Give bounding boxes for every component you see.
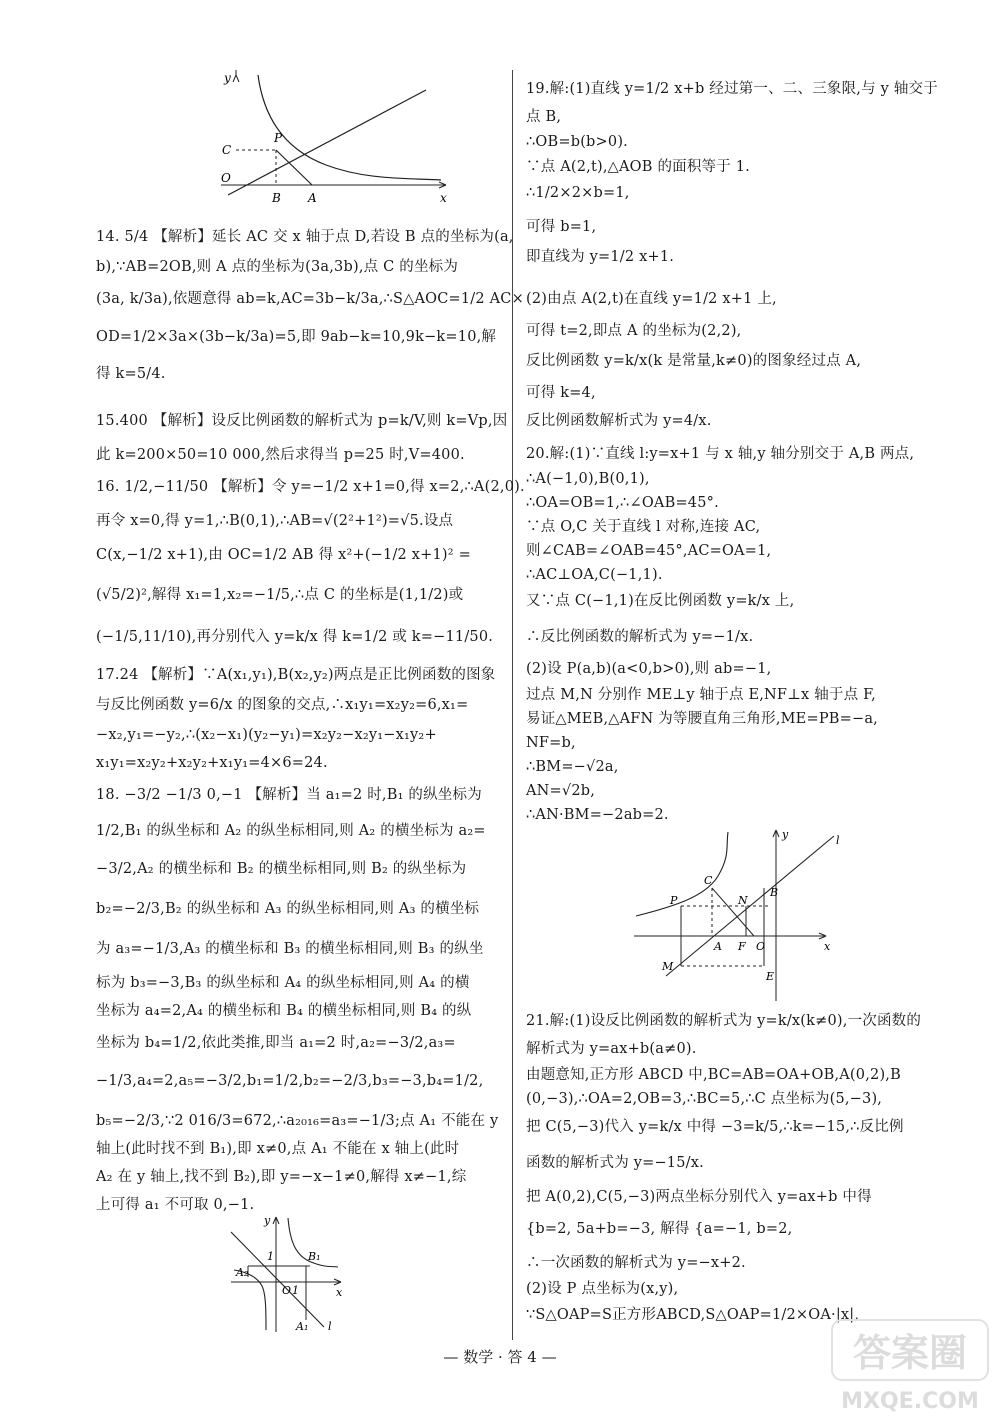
text-line: 20.解:(1)∵直线 l:y=x+1 与 x 轴,y 轴分别交于 A,B 两点, [526,446,915,462]
text-line: 18. −3/2 −1/3 0,−1 【解析】当 a₁=2 时,B₁ 的纵坐标为 [96,787,482,803]
fig-label: l [836,834,840,847]
text-line: 即直线为 y=1/2 x+1. [526,249,675,265]
text-line: 14. 5/4 【解析】延长 AC 交 x 轴于点 D,若设 B 点的坐标为(a, [96,229,514,245]
text-line: ∴AN·BM=−2ab=2. [526,807,669,823]
column-divider [512,70,513,1340]
text-line: 此 k=200×50=10 000,然后求得当 p=25 时,V=400. [96,447,465,463]
text-line: ∵点 A(2,t),△AOB 的面积等于 1. [526,159,750,175]
text-line: −x₂,y₁=−y₂,∴(x₂−x₁)(y₂−y₁)=x₂y₂−x₂y₁−x₁y₂+ [96,727,437,743]
text-line: 则∠CAB=∠OAB=45°,AC=OA=1, [526,543,772,559]
fig-label: 1 [292,1284,299,1297]
fig-label: y [224,71,231,85]
text-line: b₂=−2/3,B₂ 的纵坐标和 A₃ 的纵坐标相同,则 A₃ 的横坐标 [96,901,480,917]
fig-label: y [264,1214,271,1227]
text-line: 与反比例函数 y=6/x 的图象的交点,∴x₁y₁=x₂y₂=6,x₁= [96,697,469,713]
text-line: 解析式为 y=ax+b(a≠0). [526,1041,697,1057]
text-line: ∴BM=−√2a, [526,759,619,775]
fig-label: A₁ [296,1320,309,1333]
text-line: 上可得 a₁ 不可取 0,−1. [96,1197,255,1213]
fig-label: P [274,131,283,145]
text-line: (0,−3),∴OA=2,OB=3,∴BC=5,∴C 点坐标为(5,−3), [526,1091,883,1107]
fig-label: N [738,894,748,907]
fig-label: O [756,940,766,953]
text-line: 再令 x=0,得 y=1,∴B(0,1),∴AB=√(2²+1²)=√5.设点 [96,513,454,529]
fig-label: F [738,940,746,953]
text-line: ∴A(−1,0),B(0,1), [526,471,650,487]
text-line: 1/2,B₁ 的纵坐标和 A₂ 的纵坐标相同,则 A₂ 的横坐标为 a₂= [96,823,486,839]
text-line: b₅=−2/3,∵2 016/3=672,∴a₂₀₁₆=a₃=−1/3;点 A₁ 不能在 y [96,1113,499,1129]
text-line: {b=2, 5a+b=−3, 解得 {a=−1, b=2, [526,1221,793,1237]
text-line: 又∵点 C(−1,1)在反比例函数 y=k/x 上, [526,593,795,609]
text-line: 为 a₃=−1/3,A₃ 的横坐标和 B₃ 的横坐标相同,则 B₃ 的纵坐 [96,941,484,957]
text-line: −1/3,a₄=2,a₅=−3/2,b₁=1/2,b₂=−2/3,b₃=−3,b₄=1/2, [96,1073,484,1089]
text-line: 轴上(此时找不到 B₁),即 x≠0,点 A₁ 不能在 x 轴上(此时 [96,1141,460,1157]
fig-label: A₂ [236,1266,249,1279]
fig-label: x [440,191,447,205]
text-line: 可得 b=1, [526,219,597,235]
text-line: 点 B, [526,109,562,125]
fig-label: C [222,143,232,157]
text-line: C(x,−1/2 x+1),由 OC=1/2 AB 得 x²+(−1/2 x+1)² = [96,547,471,563]
text-line: ∴反比例函数的解析式为 y=−1/x. [526,629,754,645]
fig-label: E [766,970,775,983]
text-line: 反比例函数 y=k/x(k 是常量,k≠0)的图象经过点 A, [526,353,862,369]
fig-label: y [782,828,789,841]
watermark-text-2: MXQE.COM [841,1389,979,1414]
text-line: ∴一次函数的解析式为 y=−x+2. [526,1255,746,1271]
text-line: x₁y₁=x₂y₂+x₂y₂+x₁y₁=4×6=24. [96,755,328,771]
text-line: 可得 k=4, [526,385,596,401]
text-line: NF=b, [526,735,576,751]
fig-label: C [704,874,713,887]
text-line: 19.解:(1)直线 y=1/2 x+b 经过第一、二、三象限,与 y 轴交于 [526,81,938,97]
text-line: 可得 t=2,即点 A 的坐标为(2,2), [526,323,742,339]
text-line: (2)设 P(a,b)(a<0,b>0),则 ab=−1, [526,661,772,677]
text-line: 易证△MEB,△AFN 为等腰直角三角形,ME=PB=−a, [526,711,878,727]
text-line: 21.解:(1)设反比例函数的解析式为 y=k/x(k≠0),一次函数的 [526,1013,922,1029]
text-line: 坐标为 b₄=1/2,依此类推,即当 a₁=2 时,a₂=−3/2,a₃= [96,1035,456,1051]
fig-label: l [328,1320,332,1333]
text-line: 过点 M,N 分别作 ME⊥y 轴于点 E,NF⊥x 轴于点 F, [526,687,876,703]
text-line: 16. 1/2,−11/50 【解析】令 y=−1/2 x+1=0,得 x=2,∴A(2,0). [96,479,525,495]
text-line: 由题意知,正方形 ABCD 中,BC=AB=OA+OB,A(0,2),B [526,1067,901,1083]
text-line: ∴OB=b(b>0). [526,134,628,150]
text-line: −3/2,A₂ 的横坐标和 B₂ 的横坐标相同,则 B₂ 的纵坐标为 [96,861,467,877]
text-line: (2)设 P 点坐标为(x,y), [526,1281,679,1297]
figure-hyperbola-line [216,70,456,215]
fig-label: O [282,1284,292,1297]
watermark-text-1: 答案圈 [852,1331,968,1375]
fig-label: x [336,1286,343,1299]
text-line: (2)由点 A(2,t)在直线 y=1/2 x+1 上, [526,291,777,307]
fig-label: 1 [267,1250,274,1263]
text-line: OD=1/2×3a×(3b−k/3a)=5,即 9ab−k=10,9k−k=10,解 [96,329,497,345]
text-line: AN=√2b, [526,783,596,799]
text-line: 把 A(0,2),C(5,−3)两点坐标分别代入 y=ax+b 中得 [526,1189,872,1205]
text-line: 反比例函数解析式为 y=4/x. [526,413,712,429]
text-line: 标为 b₃=−3,B₃ 的纵坐标和 A₄ 的纵坐标相同,则 A₄ 的横 [96,975,470,991]
text-line: (3a, k/3a),依题意得 ab=k,AC=3b−k/3a,∴S△AOC=1/2 AC× [96,291,524,307]
text-line: 函数的解析式为 y=−15/x. [526,1155,704,1171]
fig-label: B₁ [308,1250,321,1263]
text-line: ∵点 O,C 关于直线 l 对称,连接 AC, [526,519,761,535]
text-line: ∴AC⊥OA,C(−1,1). [526,567,663,583]
text-line: 得 k=5/4. [96,366,166,382]
text-line: b),∵AB=2OB,则 A 点的坐标为(3a,3b),点 C 的坐标为 [96,259,459,275]
figure-hyperbola-staircase [226,1212,456,1337]
text-line: ∴OA=OB=1,∴∠OAB=45°. [526,495,719,511]
fig-label: B [770,886,779,899]
fig-label: P [670,894,678,907]
text-line: 17.24 【解析】∵A(x₁,y₁),B(x₂,y₂)两点是正比例函数的图象 [96,667,496,683]
text-line: (√5/2)²,解得 x₁=1,x₂=−1/5,∴点 C 的坐标是(1,1/2)或 [96,587,464,603]
text-line: 坐标为 a₄=2,A₄ 的横坐标和 B₄ 的横坐标相同,则 B₄ 的纵 [96,1003,472,1019]
fig-label: B [272,191,281,205]
text-line: (−1/5,11/10),再分别代入 y=k/x 得 k=1/2 或 k=−11/50. [96,629,494,645]
figure-symmetric-points [626,826,856,1006]
fig-label: M [662,960,674,973]
fig-label: A [308,191,317,205]
text-line: A₂ 在 y 轴上,找不到 B₂),即 y=−x−1≠0,解得 x≠−1,综 [96,1169,467,1185]
page-footer: — 数学 · 答 4 — [443,1348,557,1366]
fig-label: x [824,940,831,953]
text-line: 把 C(5,−3)代入 y=k/x 中得 −3=k/5,∴k=−15,∴反比例 [526,1119,904,1135]
watermark-logo [830,1318,990,1418]
fig-label: A [714,940,722,953]
fig-label: O [221,171,231,185]
text-line: ∵S△OAP=S正方形ABCD,S△OAP=1/2×OA·|x|, [526,1307,860,1323]
text-line: 15.400 【解析】设反比例函数的解析式为 p=k/V,则 k=Vp,因 [96,413,508,429]
text-line: ∴1/2×2×b=1, [526,185,630,201]
